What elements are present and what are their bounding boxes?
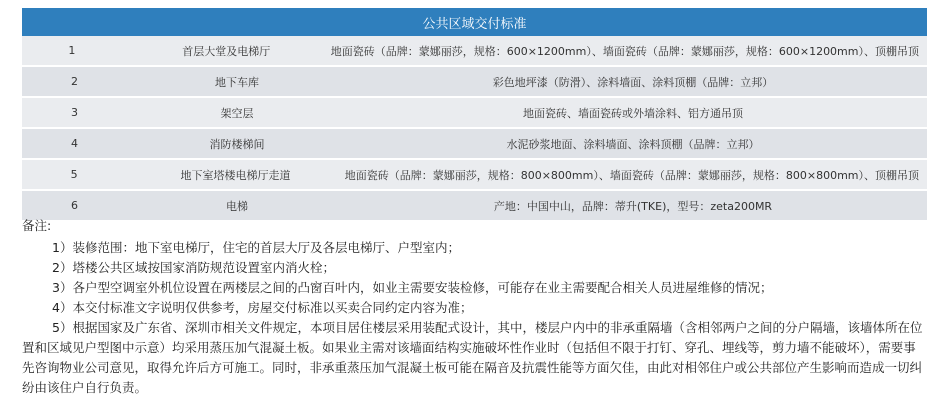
notes-heading: 备注: — [22, 218, 52, 233]
row-standard: 产地：中国中山，品牌：蒂升(TKE)，型号：zeta200MR — [493, 199, 773, 213]
row-area: 首层大堂及电梯厅 — [182, 44, 271, 58]
row-area: 地下室塔楼电梯厅走道 — [180, 168, 291, 182]
table-row — [22, 160, 927, 191]
row-number: 3 — [71, 106, 78, 119]
row-standard: 地面瓷砖、墙面瓷砖或外墙涂料、铝方通吊顶 — [523, 106, 743, 120]
note-item: 5）根据国家及广东省、深圳市相关文件规定，本项目居住楼层采用装配式设计，其中，楼层户内中的非承重隔墙（含相邻两户之间的分户隔墙，该墙体所在位置和区域见户型图中示意）均采用蒸压加气混凝土板。如果业主需对该墙面结构实施破坏性作业时（包括但不限于打钉、穿孔、埋线等，剪力墙不能破坏），需要事先咨询物业公司意见，取得允许后方可施工。同时，非承重蒸压加气混凝土板可能在隔音及抗震性能等方面欠佳，由此对相邻住户或公共部位产生影响而造成一切纠纷由该住户自行负责。 — [22, 320, 923, 395]
table-row — [22, 98, 927, 129]
note-item: 3）各户型空调室外机位设置在两楼层之间的凸窗百叶内，如业主需要安装检修，可能存在业主需要配合相关人员进屋维修的情况； — [52, 280, 773, 295]
row-standard: 彩色地坪漆（防滑）、涂料墙面、涂料顶棚（品牌：立邦） — [492, 75, 774, 89]
row-number: 6 — [71, 199, 78, 212]
row-standard: 地面瓷砖（品牌：蒙娜丽莎，规格：600×1200mm）、墙面瓷砖（品牌：蒙娜丽莎，规格：600×1200mm）、顶棚吊顶 — [330, 44, 919, 58]
row-standard: 水泥砂浆地面、涂料墙面、涂料顶棚（品牌：立邦） — [506, 137, 760, 151]
note-item: 2）塔楼公共区域按国家消防规范设置室内消火栓； — [52, 260, 335, 275]
row-number: 2 — [71, 75, 78, 88]
row-area: 地下车库 — [215, 75, 259, 89]
delivery-standard-table — [22, 8, 927, 222]
row-number: 1 — [68, 44, 76, 57]
notes-section — [22, 216, 927, 398]
row-area: 消防楼梯间 — [209, 137, 265, 151]
row-area: 电梯 — [226, 199, 248, 213]
table-row — [22, 129, 927, 160]
row-standard: 地面瓷砖（品牌：蒙娜丽莎，规格：800×800mm）、墙面瓷砖（品牌：蒙娜丽莎，规格：800×800mm）、顶棚吊顶 — [344, 168, 919, 182]
note-item: 4）本交付标准文字说明仅供参考，房屋交付标准以买卖合同约定内容为准； — [52, 300, 473, 315]
table-row — [22, 67, 927, 98]
table-title: 公共区域交付标准 — [22, 8, 927, 36]
note-item: 1）装修范围：地下室电梯厅，住宅的首层大厅及各层电梯厅、户型室内； — [52, 240, 460, 255]
row-area: 架空层 — [220, 106, 254, 120]
row-number: 4 — [71, 137, 78, 150]
row-number: 5 — [70, 168, 78, 181]
table-row — [22, 36, 927, 67]
